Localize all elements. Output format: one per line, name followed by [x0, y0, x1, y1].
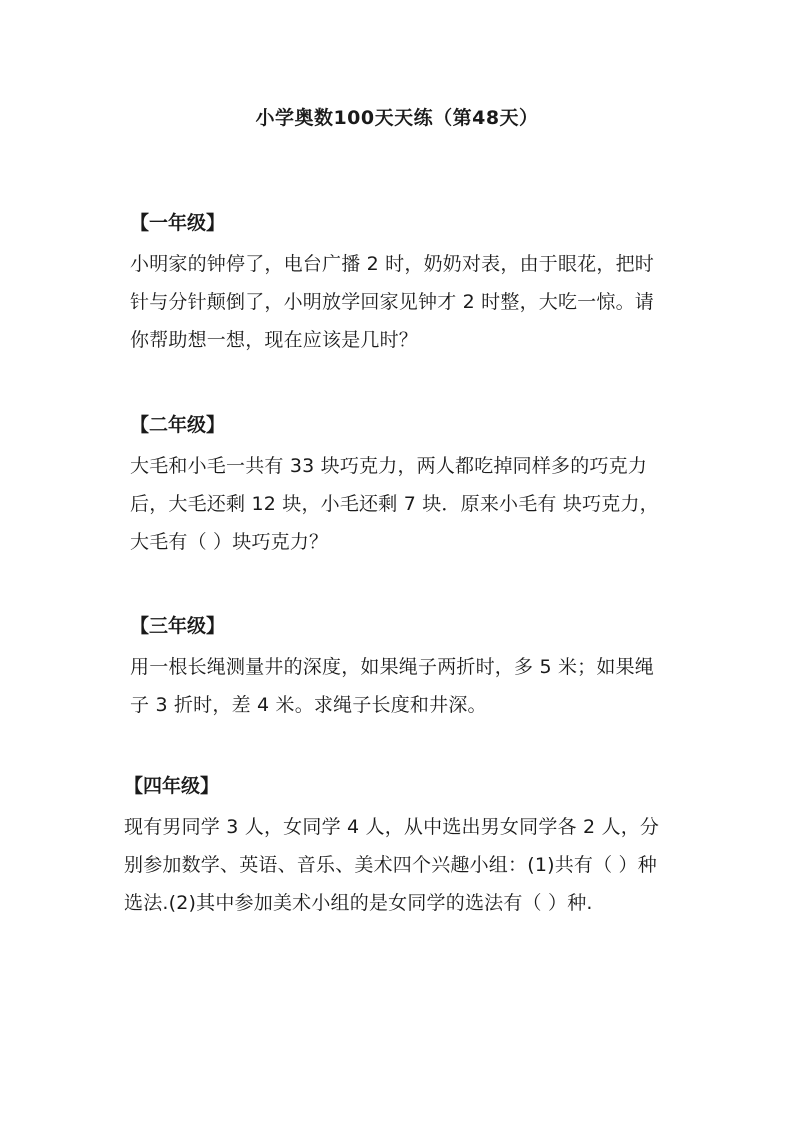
body-line: 选法.(2)其中参加美术小组的是女同学的选法有（ ）种. [124, 892, 593, 914]
section-grade-3 [130, 611, 690, 724]
body-line: 针与分针颠倒了，小明放学回家见钟才 2 时整，大吃一惊。请 [130, 291, 654, 313]
section-grade-2 [130, 410, 690, 561]
body-line: 现有男同学 3 人，女同学 4 人，从中选出男女同学各 2 人，分 [124, 816, 660, 838]
section-body [130, 648, 690, 724]
page-title: 小学奥数100天天练（第48天） [255, 107, 539, 129]
section-grade-1 [130, 208, 690, 359]
section-body [130, 447, 690, 561]
section-body [130, 245, 690, 359]
body-line: 后，大毛还剩 12 块，小毛还剩 7 块．原来小毛有 块巧克力， [130, 493, 659, 515]
section-heading: 【三年级】 [130, 615, 226, 637]
section-heading: 【二年级】 [130, 414, 226, 436]
section-body [124, 808, 694, 922]
body-line: 小明家的钟停了，电台广播 2 时，奶奶对表，由于眼花，把时 [130, 253, 654, 275]
body-line: 子 3 折时，差 4 米。求绳子长度和井深。 [130, 694, 487, 716]
body-line: 用一根长绳测量井的深度，如果绳子两折时，多 5 米；如果绳 [130, 656, 654, 678]
body-line: 你帮助想一想，现在应该是几时？ [130, 329, 419, 351]
body-line: 大毛和小毛一共有 33 块巧克力，两人都吃掉同样多的巧克力 [130, 455, 648, 477]
section-heading: 【一年级】 [130, 212, 226, 234]
section-grade-4 [124, 771, 694, 922]
body-line: 大毛有（ ）块巧克力？ [130, 531, 329, 553]
section-heading: 【四年级】 [124, 775, 220, 797]
body-line: 别参加数学、英语、音乐、美术四个兴趣小组：(1)共有（ ）种 [124, 854, 657, 876]
